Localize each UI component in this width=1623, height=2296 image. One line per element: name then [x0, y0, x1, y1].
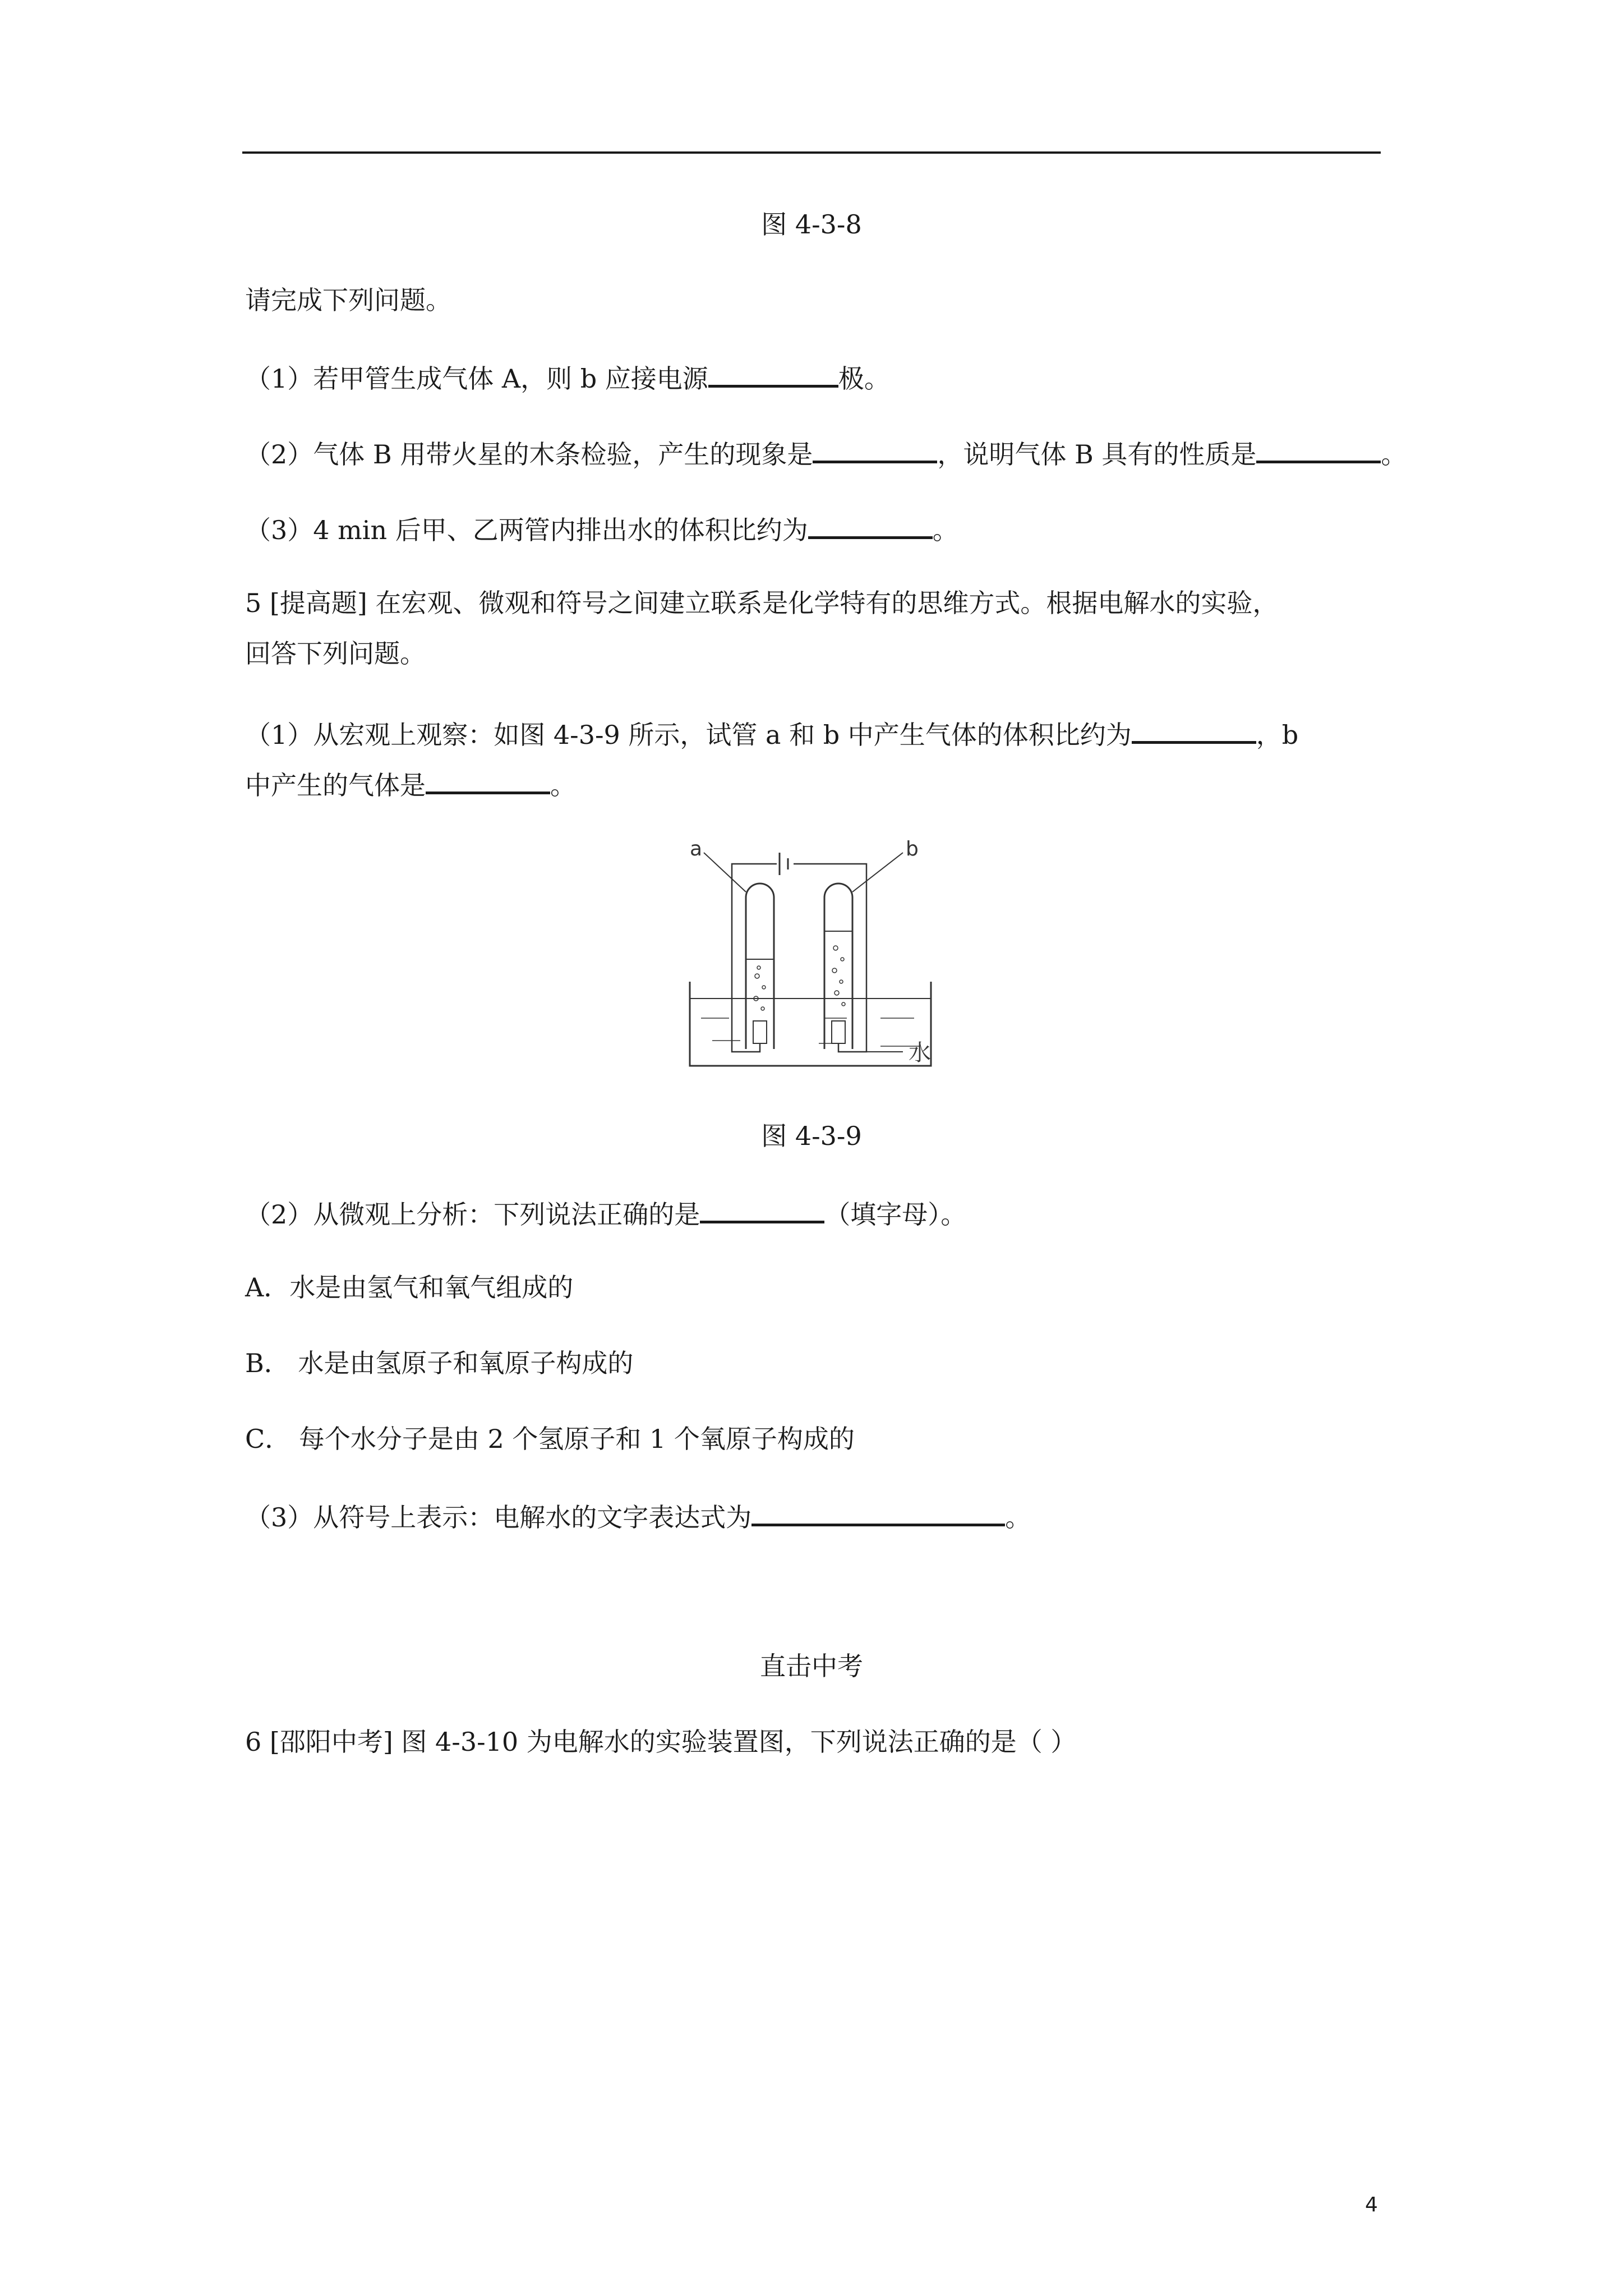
question-5-stem-line-1: 5 [提高题] 在宏观、微观和符号之间建立联系是化学特有的思维方式。根据电解水的实验， — [245, 588, 1279, 618]
question-5-stem-line-2: 回答下列问题。 — [245, 638, 426, 669]
electrode-a — [753, 1021, 767, 1043]
answer-blank[interactable] — [808, 510, 933, 539]
question-4-part-1 — [245, 359, 890, 395]
question-5-part-3 — [245, 1498, 1031, 1534]
wire-b — [794, 864, 866, 1052]
question-5-part-1-line-1 — [245, 715, 1298, 752]
answer-blank[interactable] — [700, 1195, 824, 1223]
answer-blank[interactable] — [751, 1498, 1005, 1526]
question-6-stem: 6 [邵阳中考] 图 4-3-10 为电解水的实验装置图，下列说法正确的是（ ） — [245, 1727, 1077, 1757]
q4-p1-tail: 极。 — [838, 364, 890, 394]
q5-p3-tail: 。 — [1005, 1502, 1031, 1533]
q5-p3-text: （3）从符号上表示：电解水的文字表达式为 — [245, 1502, 752, 1533]
figure-caption-4-3-9: 图 4-3-9 — [761, 1121, 862, 1151]
question-4-part-3 — [245, 510, 958, 547]
q4-p2-tail: 。 — [1381, 439, 1407, 470]
answer-blank[interactable] — [708, 359, 838, 388]
q4-p3-tail: 。 — [932, 515, 958, 545]
answer-blank[interactable] — [1132, 715, 1256, 744]
figure-caption-4-3-8: 图 4-3-8 — [761, 209, 862, 240]
top-rule — [242, 151, 1381, 154]
test-tube-b — [824, 884, 852, 1049]
option-a: A．水是由氢气和氧气组成的 — [245, 1272, 574, 1303]
option-c: C． 每个水分子是由 2 个氢原子和 1 个氧原子构成的 — [245, 1424, 855, 1454]
q5-p2-text: （2）从微观上分析：下列说法正确的是 — [245, 1199, 700, 1230]
electrode-b — [832, 1021, 845, 1043]
electrolysis-apparatus-figure — [679, 830, 970, 1077]
q4-p1-text: （1）若甲管生成气体 A，则 b 应接电源 — [245, 364, 708, 394]
option-b: B． 水是由氢原子和氧原子构成的 — [245, 1348, 634, 1378]
label-b: b — [906, 838, 919, 861]
label-a: a — [690, 838, 703, 861]
q5-p1-tail: ，b — [1256, 720, 1299, 750]
answer-blank[interactable] — [426, 766, 550, 794]
q5-p1-text: （1）从宏观上观察：如图 4-3-9 所示，试管 a 和 b 中产生气体的体积比约为 — [245, 720, 1132, 750]
question-5-part-2 — [245, 1195, 966, 1231]
answer-blank[interactable] — [1256, 435, 1381, 463]
answer-blank[interactable] — [813, 435, 937, 463]
q5-p2-tail: （填字母）。 — [824, 1199, 967, 1230]
q4-p2-text: （2）气体 B 用带火星的木条检验，产生的现象是 — [245, 439, 813, 470]
question-5-part-1-line-2 — [245, 766, 576, 802]
question-4-part-2 — [245, 435, 1407, 471]
question-4-intro: 请完成下列问题。 — [245, 285, 451, 315]
page-number: 4 — [1365, 2193, 1378, 2216]
q5-p1-text-2: 中产生的气体是 — [245, 770, 426, 800]
section-title: 直击中考 — [760, 1651, 863, 1681]
beaker — [690, 982, 931, 1066]
q4-p3-text: （3）4 min 后甲、乙两管内排出水的体积比约为 — [245, 515, 808, 545]
bubbles — [754, 946, 845, 1010]
label-water: 水 — [909, 1040, 931, 1066]
q5-p1-tail-2: 。 — [550, 770, 576, 800]
q4-p2-mid: ，说明气体 B 具有的性质是 — [937, 439, 1257, 470]
wire-a — [732, 864, 777, 1052]
